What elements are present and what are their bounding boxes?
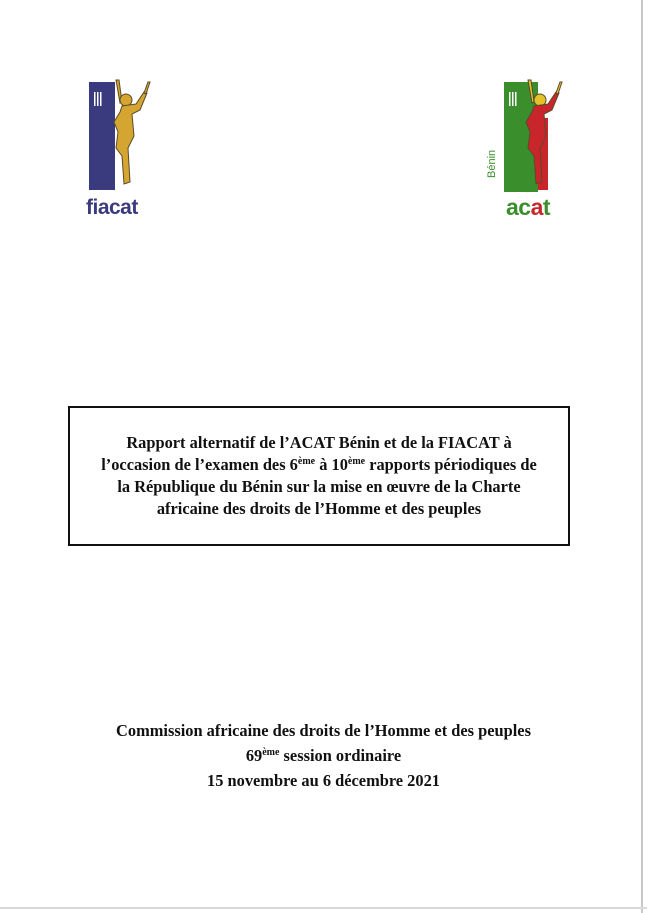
benin-label: Bénin [486, 149, 498, 178]
page-edge [641, 0, 643, 913]
acat-benin-logo [488, 78, 570, 226]
title-line-3: la République du Bénin sur la mise en œuvre de la Charte [117, 477, 521, 496]
title-line-4: africaine des droits de l’Homme et des peuples [156, 499, 482, 518]
page-edge-bottom [0, 907, 647, 909]
report-title [84, 432, 554, 520]
session-info [40, 718, 607, 793]
title-line-2: l’occasion de l’examen des 6ème à 10ème rapports périodiques de [101, 455, 537, 474]
fiacat-logo [86, 78, 156, 226]
fiacat-emblem-icon [86, 78, 156, 198]
session-label: 69ème session ordinaire [245, 746, 402, 765]
session-dates: 15 novembre au 6 décembre 2021 [207, 771, 440, 790]
title-line-1: Rapport alternatif de l’ACAT Bénin et de la FIACAT à [126, 433, 512, 452]
commission-name: Commission africaine des droits de l’Homme et des peuples [116, 721, 531, 740]
report-title-box [68, 406, 570, 546]
acat-wordmark: acat [506, 194, 551, 220]
acat-emblem-icon [488, 78, 570, 194]
fiacat-wordmark: fiacat [86, 196, 138, 219]
